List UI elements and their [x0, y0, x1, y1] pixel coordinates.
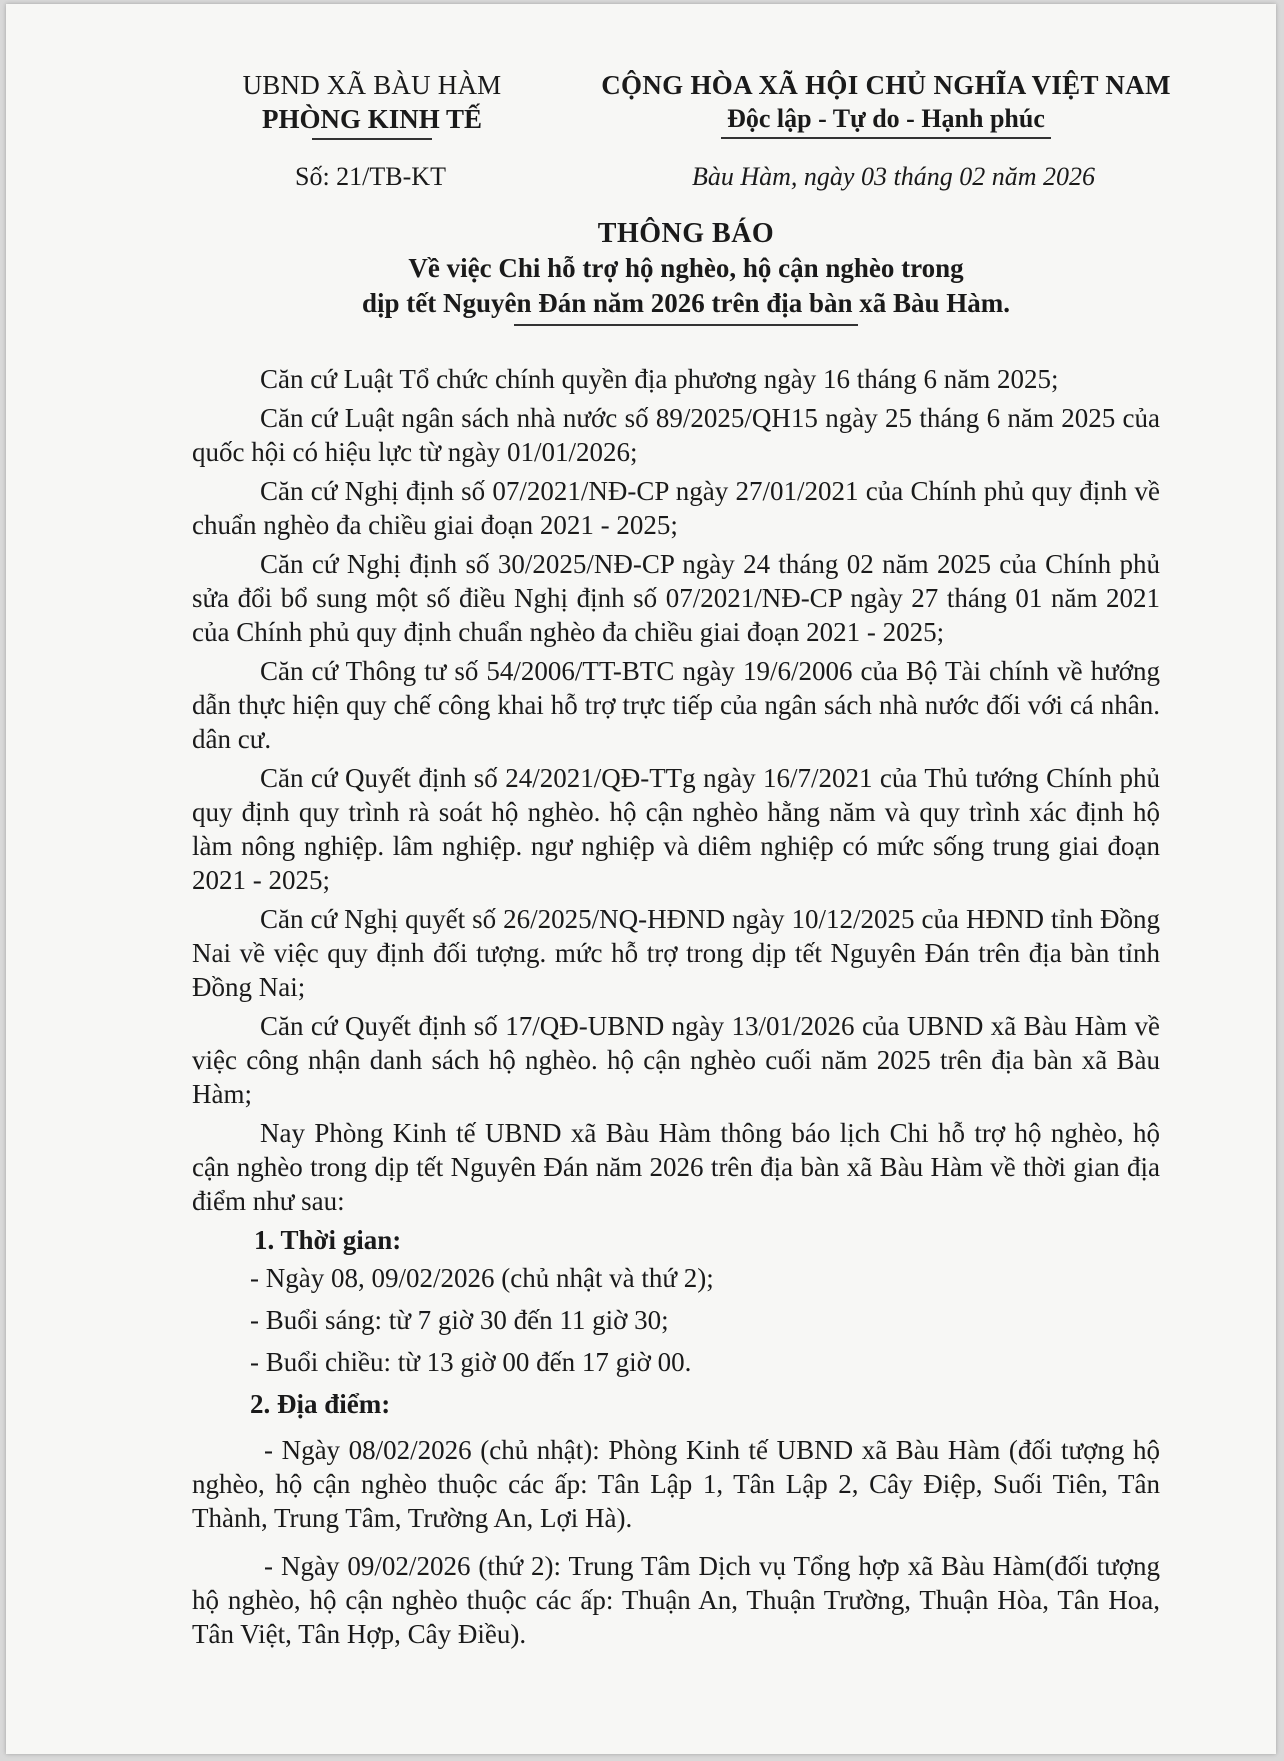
- national-header-block: [596, 68, 1176, 139]
- issuing-agency-block: [242, 68, 502, 140]
- document-page: [6, 4, 1276, 1754]
- time-item: - Buổi chiều: từ 13 giờ 00 đến 17 giờ 00.: [250, 1347, 692, 1377]
- legal-basis-paragraph: Căn cứ Quyết định số 24/2021/QĐ-TTg ngày 16/7/2021 của Thủ tướng Chính phủ quy định quy trình rà soát hộ nghèo. hộ cận nghèo hằng năm và quy trình xác định hộ làm nông nghiệp. lâm nghiệp. ngư nghiệp và diêm nghiệp có mức sống trung giai đoạn 2021 - 2025;: [192, 763, 1160, 895]
- location-item: - Ngày 08/02/2026 (chủ nhật): Phòng Kinh tế UBND xã Bàu Hàm (đối tượng hộ nghèo, hộ cận nghèo thuộc các ấp: Tân Lập 1, Tân Lập 2, Cây Điệp, Suối Tiên, Tân Thành, Trung Tâm, Trường An, Lợi Hà).: [192, 1435, 1160, 1533]
- legal-basis-paragraph: Căn cứ Luật ngân sách nhà nước số 89/2025/QH15 ngày 25 tháng 6 năm 2025 của quốc hội có hiệu lực từ ngày 01/01/2026;: [192, 403, 1160, 467]
- section-location-heading: 2. Địa điểm:: [250, 1389, 391, 1419]
- document-subtitle-line-2: dịp tết Nguyên Đán năm 2026 trên địa bàn xã Bàu Hàm.: [361, 288, 1011, 318]
- document-date: Bàu Hàm, ngày 03 tháng 02 năm 2026: [692, 162, 1095, 191]
- document-subtitle-line-1: Về việc Chi hỗ trợ hộ nghèo, hộ cận nghèo trong: [408, 253, 964, 283]
- document-title: THÔNG BÁO: [597, 218, 775, 249]
- title-underline: [514, 324, 858, 326]
- document-number: Số: 21/TB-KT: [295, 162, 446, 191]
- document-body: [192, 362, 1160, 1665]
- time-item: - Buổi sáng: từ 7 giờ 30 đến 11 giờ 30;: [250, 1305, 669, 1335]
- legal-basis-paragraph: Căn cứ Nghị quyết số 26/2025/NQ-HĐND ngày 10/12/2025 của HĐND tỉnh Đồng Nai về việc quy định đối tượng. mức hỗ trợ trong dịp tết Nguyên Đán trên địa bàn tỉnh Đồng Nai;: [192, 904, 1160, 1002]
- title-block: [186, 216, 1186, 326]
- legal-basis-paragraph: Căn cứ Quyết định số 17/QĐ-UBND ngày 13/01/2026 của UBND xã Bàu Hàm về việc công nhận danh sách hộ nghèo. hộ cận nghèo cuối năm 2025 trên địa bàn xã Bàu Hàm;: [192, 1011, 1160, 1109]
- department-underline: [312, 138, 432, 140]
- section-time-heading: 1. Thời gian:: [254, 1225, 402, 1255]
- time-item: - Ngày 08, 09/02/2026 (chủ nhật và thứ 2);: [250, 1263, 714, 1293]
- legal-basis-paragraph: Căn cứ Nghị định số 30/2025/NĐ-CP ngày 24 tháng 02 năm 2025 của Chính phủ sửa đổi bổ sung một số điều Nghị định số 07/2021/NĐ-CP ngày 27 tháng 01 năm 2021 của Chính phủ quy định chuẩn nghèo đa chiều giai đoạn 2021 - 2025;: [192, 549, 1160, 647]
- legal-basis-paragraph: Căn cứ Thông tư số 54/2006/TT-BTC ngày 19/6/2006 của Bộ Tài chính về hướng dẫn thực hiện quy chế công khai hỗ trợ trực tiếp của ngân sách nhà nước đối với cá nhân. dân cư.: [192, 656, 1160, 754]
- legal-basis-paragraph: Căn cứ Luật Tổ chức chính quyền địa phương ngày 16 tháng 6 năm 2025;: [260, 364, 1059, 394]
- legal-basis-paragraph: Căn cứ Nghị định số 07/2021/NĐ-CP ngày 27/01/2021 của Chính phủ quy định về chuẩn nghèo đa chiều giai đoạn 2021 - 2025;: [192, 476, 1160, 540]
- motto-underline: [721, 137, 1051, 139]
- national-motto: Độc lập - Tự do - Hạnh phúc: [727, 104, 1045, 133]
- announcement-paragraph: Nay Phòng Kinh tế UBND xã Bàu Hàm thông báo lịch Chi hỗ trợ hộ nghèo, hộ cận nghèo trong dịp tết Nguyên Đán năm 2026 trên địa bàn xã Bàu Hàm về thời gian địa điểm như sau:: [192, 1118, 1160, 1216]
- agency-name: UBND XÃ BÀU HÀM: [242, 70, 502, 100]
- department-name: PHÒNG KINH TẾ: [261, 104, 483, 134]
- location-item: - Ngày 09/02/2026 (thứ 2): Trung Tâm Dịch vụ Tổng hợp xã Bàu Hàm(đối tượng hộ nghèo, hộ cận nghèo thuộc các ấp: Thuận An, Thuận Trường, Thuận Hòa, Tân Hoa, Tân Việt, Tân Hợp, Cây Điều).: [192, 1551, 1160, 1649]
- nation-name: CỘNG HÒA XÃ HỘI CHỦ NGHĨA VIỆT NAM: [601, 70, 1171, 100]
